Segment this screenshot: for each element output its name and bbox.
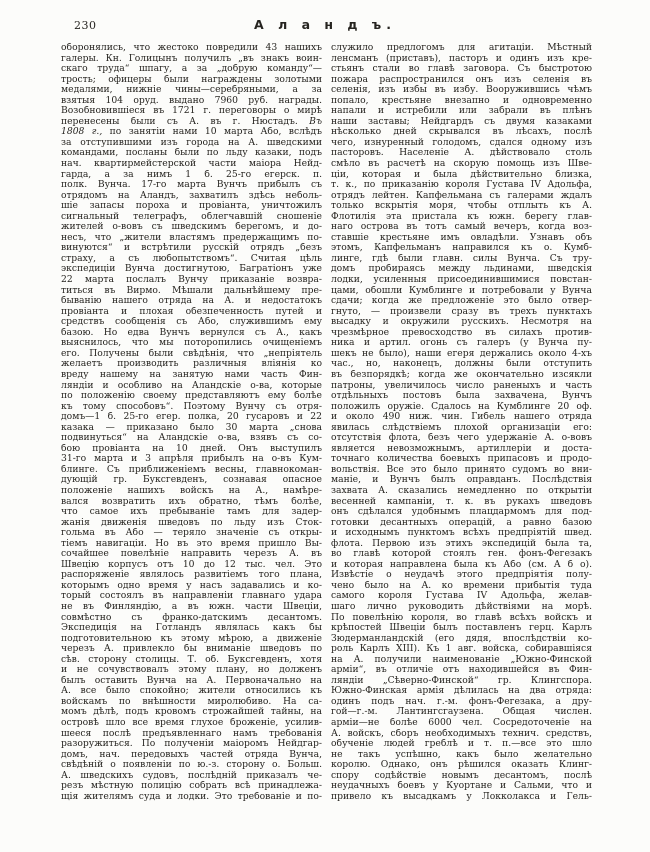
text-line: его. Получены были свѣдѣнія, что „непріятель	[61, 348, 322, 359]
text-line: этомъ, Капфельманъ направился къ о. Кумб-	[331, 243, 592, 254]
text-line: ляндіи и особливо на Аландскіе о-ва, которые	[61, 380, 322, 391]
text-line: распоряженіе являлось развитіемъ того плана,	[61, 570, 322, 581]
text-line: за отступившими изъ города на А. шведскими	[61, 137, 322, 148]
text-line: вольствія. Все это было принято судомъ во вни-	[331, 464, 592, 475]
text-line: дующій гр. Буксгевденъ, сознавая опасное	[61, 475, 322, 486]
text-line: лодки, усиленныя присоединившимися повстан-	[331, 275, 592, 286]
text-line: быванію нашего отряда на А. и недостатокъ	[61, 296, 322, 307]
text-line: щія жителямъ суда и лодки. Это требованіе и по-	[61, 791, 322, 802]
text-line: шаго лично руководить дѣйствіями на морѣ.	[331, 601, 592, 612]
text-line: на А. получили наименованіе „Южно-Финской	[331, 654, 592, 665]
text-line: неудачныхъ боевъ у Куортане и Сальми, что и	[331, 781, 592, 792]
text-line: Швецію корпусъ отъ 10 до 12 тыс. чел. Это	[61, 559, 322, 570]
text-line: маніе, и Вунчъ былъ оправданъ. Послѣдствія	[331, 475, 592, 486]
text-line: Экспедиція на Готландъ являлась какъ бы	[61, 623, 322, 634]
text-line: пасторовъ. Населеніе А. дѣйствовало столь	[331, 148, 592, 159]
text-line: медалями, нижніе чины—серебряными, а за	[61, 85, 322, 96]
text-line: ціи, которая и была дѣйствительно близка,	[331, 169, 592, 180]
text-line: Возобновившіеся въ 1721 г. переговоры о мирѣ	[61, 106, 322, 117]
text-line: желаетъ производить различныя вліянія ко	[61, 359, 322, 370]
text-line: час., но, наконецъ, должны были отступить	[331, 359, 592, 370]
text-line: не такъ успѣшно, какъ было желательно	[331, 749, 592, 760]
text-line: торый состоялъ въ направленіи главнаго удара	[61, 591, 322, 602]
text-line: чрезмѣрное превосходство въ силахъ против-	[331, 327, 592, 338]
text-line: тіемъ навигаціи. Но въ это время пришло Вы-	[61, 538, 322, 549]
text-column-right	[331, 43, 592, 802]
text-line: отрядомъ на Аландъ, захватилъ здѣсь неболь-	[61, 190, 322, 201]
text-line: ляндіи „Сѣверно-Финской“ гр. Клингспора.	[331, 675, 592, 686]
text-line: бою провіанта на 10 дней. Онъ выступилъ	[61, 443, 322, 454]
text-line: войскамъ по внѣшности миролюбиво. На са-	[61, 696, 322, 707]
text-line: оборонялись, что жестоко повредили 43 нашихъ	[61, 43, 322, 53]
text-line: гнуто, — произвели сразу въ трехъ пунктахъ	[331, 306, 592, 317]
text-line: роль Карлъ XIII). Къ 1 авг. войска, собиравшіяся	[331, 644, 592, 655]
text-line: титься въ Вирмо. Мѣшали дальнѣйшему пре-	[61, 285, 322, 296]
text-line: чего, изнуренный голодомъ, сдался одному изъ	[331, 137, 592, 148]
text-line: базою. Но едва Вунчъ вернулся съ А., какъ	[61, 327, 322, 338]
text-line: былъ оставить Вунча на А. Первоначально на	[61, 675, 322, 686]
text-line: момъ дѣлѣ, подъ кровомъ строжайшей тайны, на	[61, 707, 322, 718]
text-line: домъ пробираясь между льдинами, шведскія	[331, 264, 592, 275]
text-line: блинге. Съ приближеніемъ весны, главнокоман-	[61, 464, 322, 475]
text-line: А. войскъ, сборъ необходимыхъ технич. средствъ,	[331, 728, 592, 739]
text-line: самого короля Густава IV Адольфа, желав-	[331, 591, 592, 602]
text-line: разоружиться. По полученіи маіоромъ Нейдгар-	[61, 739, 322, 750]
text-line: гарда, а за нимъ 1 б. 25-го егерск. п.	[61, 169, 322, 180]
text-line: и не сочувствовалъ этому плану, но долженъ	[61, 665, 322, 676]
text-line: обученіе людей греблѣ и т. п.—все это шло	[331, 739, 592, 750]
text-line: ленсманъ (приставъ), пасторъ и одинъ изъ кре-	[331, 53, 592, 64]
text-line: арміи“, въ отличіе отъ находившейся въ Фин-	[331, 665, 592, 676]
text-line: флота. Первою изъ этихъ экспедицій была та,	[331, 538, 592, 549]
text-line: сѣв. сторону столицы. Т. об. Буксгевденъ, хотя	[61, 654, 322, 665]
text-line: Южно-Финская армія дѣлилась на два отряда:	[331, 686, 592, 697]
text-line: королю. Однако, онъ рѣшился оказать Клинг-	[331, 760, 592, 771]
text-line: 1808 г., по занятіи нами 10 марта Або, вслѣдъ	[61, 127, 322, 138]
text-line: отдѣльныхъ постовъ была захвачена, Вунчъ	[331, 391, 592, 402]
text-line: привело къ высадкамъ у Локколакса и Гель-	[331, 791, 592, 802]
text-line: провіанта и плохая обезпеченность путей и	[61, 306, 322, 317]
text-line: островѣ шло все время глухое броженіе, усилив-	[61, 718, 322, 728]
text-line: отсутствія флота, безъ чего удержаніе А. о-вовъ	[331, 433, 592, 444]
text-line: выяснилось, что мы поторопились очищеніемъ	[61, 338, 322, 349]
text-line: и исходнымъ пунктомъ всѣхъ предпріятій швед.	[331, 528, 592, 539]
text-line: онъ сдѣлался удобнымъ плацдармомъ для под-	[331, 507, 592, 518]
text-line: средствъ сообщенія съ Або, служившимъ ему	[61, 317, 322, 328]
text-line: линге, гдѣ были главн. силы Вунча. Съ тру-	[331, 253, 592, 264]
text-line: одинъ подъ нач. г.-м. фонъ-Фегезака, а дру-	[331, 696, 592, 707]
text-line: не въ Финляндію, а въ южн. части Швеціи,	[61, 601, 322, 612]
text-line: ставшіе крестьяне имъ овладѣли. Узнавъ объ	[331, 232, 592, 243]
text-line: готовки десантныхъ операцій, а равно базою	[331, 517, 592, 528]
page-number: 230	[74, 19, 97, 32]
text-line: напали и истребили или забрали въ плѣнъ	[331, 106, 592, 117]
text-line: жанія движенія шведовъ по льду изъ Сток-	[61, 517, 322, 528]
text-line: Флотилія эта пристала къ южн. берегу глав-	[331, 211, 592, 222]
page-title: А л а н д ъ.	[254, 17, 396, 32]
text-line: положеніе нашихъ войскъ на А., намѣре-	[61, 485, 322, 496]
text-line: смѣло въ расчетѣ на скорую помощь изъ Шве-	[331, 159, 592, 170]
text-line: наши заставы; Нейдгардъ съ двумя казаками	[331, 116, 592, 127]
text-line: свѣдѣній о появленіи по ю.-з. сторону о. Больш.	[61, 760, 322, 771]
text-line: высадку и окружили русскихъ. Несмотря на	[331, 317, 592, 328]
text-line: 31-го марта и 3 апрѣля прибылъ на о-въ Кум-	[61, 454, 322, 465]
text-line: несъ, что „жители властямъ предержащимъ по-	[61, 232, 322, 243]
text-line: спору содѣйствіе новымъ десантомъ, послѣ	[331, 770, 592, 781]
text-line: стьянъ стали во главѣ заговора. Съ быстротою	[331, 64, 592, 75]
text-line: По повелѣнію короля, во главѣ всѣхъ войскъ и	[331, 612, 592, 623]
text-line: гой—г.-м. Лантингсгаузена. Общая числен.	[331, 707, 592, 718]
text-line: галеры. Кн. Голицынъ получилъ „въ знакъ воин-	[61, 53, 322, 64]
text-line: цами, обошли Кумблинге и потребовали у Вунча	[331, 285, 592, 296]
text-line: А. все было спокойно; жители относились къ	[61, 686, 322, 697]
text-line: только вскрытія моря, чтобы отплыть къ А.	[331, 201, 592, 212]
text-line: попало, крестьяне внезапно и одновременно	[331, 95, 592, 106]
text-line: трость; офицеры были награждены золотыми	[61, 74, 322, 85]
text-line: подготовительною къ этому мѣрою, а движеніе	[61, 633, 322, 644]
text-line: 22 марта послалъ Вунчу приказаніе возвра-	[61, 275, 322, 286]
text-line: сигнальный телеграфъ, облегчавшій сношеніе	[61, 211, 322, 222]
text-line: и которая направлена была къ Або (см. А б о).	[331, 559, 592, 570]
text-line: страху, а съ любопытствомъ“. Считая цѣль	[61, 253, 322, 264]
text-line: весенней кампаніи, т. к. въ рукахъ шведовъ	[331, 496, 592, 507]
text-line: по положенію своему представляютъ ему болѣе	[61, 391, 322, 402]
text-line: селенія, изъ избы въ избу. Вооружившись чѣмъ	[331, 85, 592, 96]
text-line: домъ, нач. передовыхъ частей отряда Вунча,	[61, 749, 322, 760]
text-line: полк. Вунча. 17-го марта Вунчъ прибылъ съ	[61, 180, 322, 191]
text-line: является невозможнымъ, артиллеріи и доста-	[331, 443, 592, 454]
text-line: А. шведскихъ судовъ, послѣдній приказалъ че-	[61, 770, 322, 781]
text-line: что самое ихъ пребываніе тамъ для задер-	[61, 507, 322, 518]
text-line: въ безпорядкѣ; когда же окончательно изсякли	[331, 369, 592, 380]
text-line: которымъ одно время у насъ задавались и ко-	[61, 580, 322, 591]
text-line: командами, посланы были по льду казаки, подъ	[61, 148, 322, 159]
text-line: вреду нашему на занятую нами часть Фин-	[61, 369, 322, 380]
text-line: перенесены были съ А. въ г. Нюстадъ. Въ	[61, 116, 322, 127]
text-line: экспедиціи Вунча достигнутою, Багратіонъ уже	[61, 264, 322, 275]
text-line: отрядъ лейтен. Капфельмана съ галерами ждалъ	[331, 190, 592, 201]
text-column-left	[61, 43, 322, 802]
text-line: скаго труда“ шпагу, а за „добрую команду“—	[61, 64, 322, 75]
text-line: шекъ не было), наши егеря держались около 4-хъ	[331, 348, 592, 359]
page-header	[0, 15, 650, 37]
text-line: т. к., по приказанію короля Густава IV Адольфа,	[331, 180, 592, 191]
text-line: точнаго количества боевыхъ припасовъ и продо-	[331, 454, 592, 465]
text-line: домъ—1 б. 25-го егер. полка, 20 гусаровъ и 22	[61, 412, 322, 423]
text-line: положилъ оружіе. Сдалось на Кумблинге 20 оф.	[331, 401, 592, 412]
text-line: явилась слѣдствіемъ плохой организаціи его:	[331, 422, 592, 433]
article-body	[61, 43, 592, 802]
text-line: шееся послѣ предъявленнаго намъ требованія	[61, 728, 322, 739]
text-line: совмѣстно съ франко-датскимъ десантомъ.	[61, 612, 322, 623]
text-line: патроны, увеличилось число раненыхъ и часть	[331, 380, 592, 391]
text-line: во главѣ которой стоялъ ген. фонъ-Фегезакъ	[331, 549, 592, 560]
text-line: и около 490 ниж. чин. Гибель нашего отряда	[331, 412, 592, 423]
text-line: подвинуться“ на Аландскіе о-ва, взявъ съ со-	[61, 433, 322, 444]
text-line: чено было на А. ко времени прибытія туда	[331, 580, 592, 591]
text-line: нѣсколько дней скрывался въ лѣсахъ, послѣ	[331, 127, 592, 138]
text-line: къ тому способовъ“. Поэтому Вунчу съ отря-	[61, 401, 322, 412]
text-line: нач. квартирмейстерской части маіора Нейд-	[61, 159, 322, 170]
text-line: захвата А. сказались немедленно по открытіи	[331, 485, 592, 496]
text-line: ника и артил. огонь съ галеръ (у Вунча пу-	[331, 338, 592, 349]
text-line: жителей о-вовъ съ шведскимъ берегомъ, и до-	[61, 222, 322, 233]
text-line: винуются“ и встрѣтили русскій отрядъ „безъ	[61, 243, 322, 254]
text-line: казака — приказано было 30 марта „снова	[61, 422, 322, 433]
text-line: служило предлогомъ для агитаціи. Мѣстный	[331, 43, 592, 53]
text-line: резъ мѣстную полицію собрать всѣ принадлежа-	[61, 781, 322, 792]
text-line: сочайшее повелѣніе направить черезъ А. въ	[61, 549, 322, 560]
text-line: наго острова въ тотъ самый вечеръ, когда воз-	[331, 222, 592, 233]
text-line: взятыя 104 оруд. выдано 7960 руб. награды.	[61, 95, 322, 106]
text-line: вался возвратить ихъ обратно, тѣмъ болѣе,	[61, 496, 322, 507]
text-line: Извѣстіе о неудачѣ этого предпріятія полу-	[331, 570, 592, 581]
text-line: черезъ А. привлекло бы вниманіе шведовъ по	[61, 644, 322, 655]
text-line: шіе запасы пороха и провіанта, уничтожилъ	[61, 201, 322, 212]
text-line: крѣпостей Швеціи былъ поставленъ герц. Карлъ	[331, 623, 592, 634]
text-line: арміи—не болѣе 6000 чел. Сосредоточеніе на	[331, 718, 592, 728]
text-line: сдачи; когда же предложеніе это было отвер-	[331, 296, 592, 307]
text-line: пожара распространился онъ изъ селенія въ	[331, 74, 592, 85]
text-line: гольма въ Або — теряло значеніе съ откры-	[61, 528, 322, 539]
text-line: Зюдерманландскій (его дядя, впослѣдствіи ко-	[331, 633, 592, 644]
